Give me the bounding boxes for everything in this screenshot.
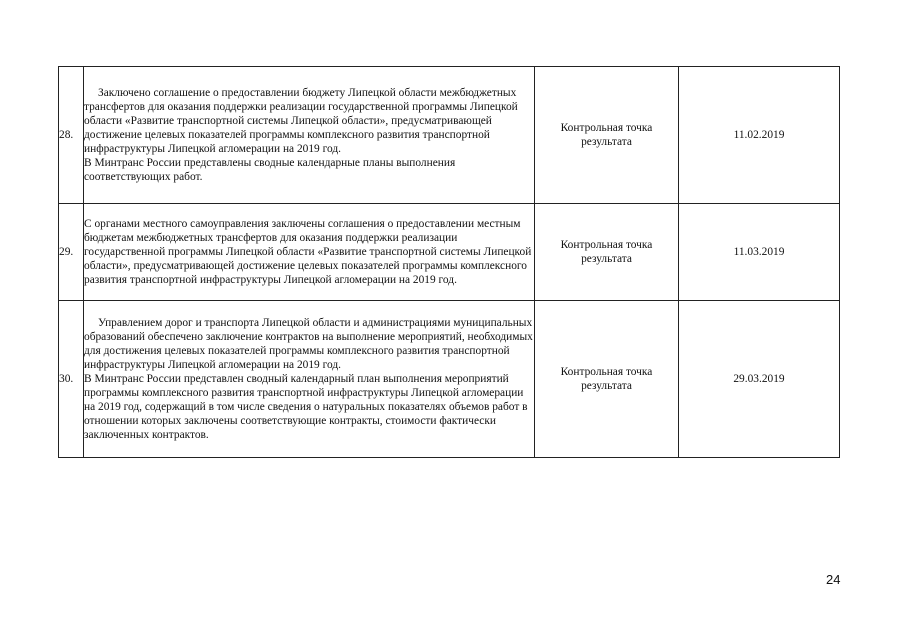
description-paragraph: Управлением дорог и транспорта Липецкой области и администрациями муниципальных образований обеспечено заключение контрактов на выполнение мероприятий, необходимых для достижения целевых показателей программы комплексного развития транспортной инфраструктуры Липецкой агломерации на 2019 год. [84,316,533,371]
row-number: 29. [59,204,84,301]
row-type: Контрольная точка результата [535,204,679,301]
row-type: Контрольная точка результата [535,67,679,204]
row-description [84,301,535,458]
row-date: 11.02.2019 [679,67,840,204]
row-description [84,204,535,301]
row-number: 28. [59,67,84,204]
row-description [84,67,535,204]
milestones-table [58,66,840,458]
table-row [59,301,840,458]
row-date: 29.03.2019 [679,301,840,458]
table-row [59,204,840,301]
description-paragraph: С органами местного самоуправления заключены соглашения о предоставлении местным бюджетам межбюджетных трансфертов для оказания поддержки реализации государственной программы Липецкой области «Развитие транспортной системы Липецкой области», предусматривающей достижение целевых показателей программы комплексного развития транспортной инфраструктуры Липецкой агломерации на 2019 год. [84,217,532,287]
description-paragraph: В Минтранс России представлены сводные календарные планы выполнения соответствующих работ. [84,157,456,184]
table-row [59,67,840,204]
page-number: 24 [826,572,841,587]
row-type: Контрольная точка результата [535,301,679,458]
description-paragraph: Заключено соглашение о предоставлении бюджету Липецкой области межбюджетных трансфертов для оказания поддержки реализации государственной программы Липецкой области «Развитие транспортной системы Липецкой области», предусматривающей достижение целевых показателей программы комплексного развития транспортной инфраструктуры Липецкой агломерации на 2019 год. [84,86,518,156]
row-number: 30. [59,301,84,458]
row-date: 11.03.2019 [679,204,840,301]
description-paragraph: В Минтранс России представлен сводный календарный план выполнения мероприятий программы комплексного развития транспортной инфраструктуры Липецкой агломерации на 2019 год, содержащий в том числе сведения о натуральных показателях объемов работ в отношении которых заключены соответствующие контракты, стоимости фактически заключенных контрактов. [84,372,528,442]
